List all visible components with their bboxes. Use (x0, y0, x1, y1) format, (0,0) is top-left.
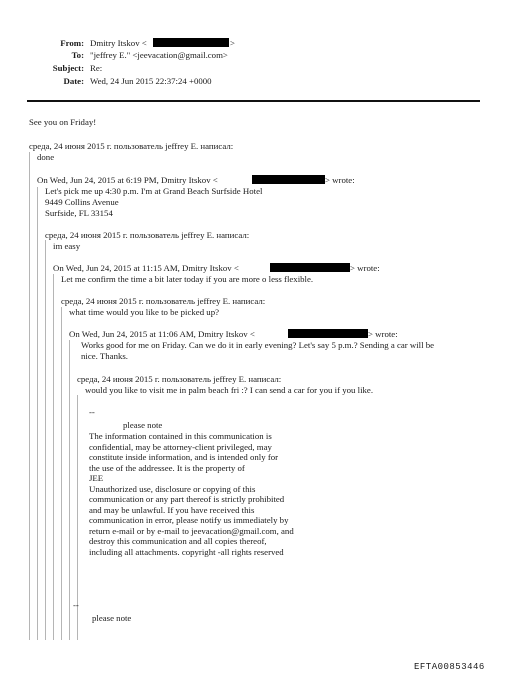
quote-bar (61, 307, 62, 640)
date-label: Date: (63, 76, 84, 86)
disclaimer-line: confidential, may be attorney-client privileged, may (89, 441, 272, 452)
quote-bar (45, 240, 46, 640)
quote-text: would you like to visit me in palm beach fri :? I can send a car for you if you like. (85, 385, 374, 395)
quote-text: Works good for me on Friday. Can we do it in early evening? Let's say 5 p.m.? Sending a car will be (81, 340, 435, 350)
date-value: Wed, 24 Jun 2015 22:37:24 +0000 (90, 76, 212, 86)
redaction-bar (252, 175, 325, 184)
quote-bar (37, 187, 38, 640)
quote-text: Surfside, FL 33154 (45, 208, 113, 218)
disclaimer-line: communication or any part thereof is strictly prohibited (89, 494, 285, 504)
from-label: From: (60, 38, 84, 48)
to-label: To: (71, 50, 84, 60)
disclaimer-line: Unauthorized use, disclosure or copying of this (89, 483, 256, 494)
quote-attribution-end: > wrote: (325, 175, 355, 185)
quote-attribution: On Wed, Jun 24, 2015 at 11:15 AM, Dmitry Itskov < (53, 263, 239, 273)
document-id: EFTA00853446 (414, 662, 485, 672)
disclaimer-line: return e-mail or by e-mail to jeevacation@gmail.com, and (89, 525, 294, 536)
from-value: Dmitry Itskov < (90, 38, 147, 48)
disclaimer-line: the use of the addressee. It is the property of (89, 462, 245, 473)
subject-label: Subject: (52, 63, 84, 73)
quote-attribution-end: > wrote: (368, 329, 398, 339)
from-value-close: > (230, 38, 235, 48)
quote-attribution: On Wed, Jun 24, 2015 at 6:19 PM, Dmitry Itskov < (37, 175, 218, 185)
disclaimer-line: including all attachments. copyright -all rights reserved (89, 546, 284, 557)
redaction-bar (153, 38, 229, 47)
quote-text: what time would you like to be picked up? (69, 307, 220, 317)
redaction-bar (288, 329, 368, 338)
subject-value: Re: (90, 63, 103, 73)
disclaimer-line: JEE (89, 473, 104, 483)
disclaimer-line: and may be unlawful. If you have received this (89, 504, 255, 515)
quote-bar (69, 340, 70, 640)
quote-text: Let me confirm the time a bit later today if you are more o less flexible. (61, 274, 314, 284)
quote-bar (29, 152, 30, 640)
signature-dashes: -- (89, 407, 95, 417)
redaction-bar (270, 263, 350, 272)
quote-attribution: среда, 24 июня 2015 г. пользователь jeffrey E. написал: (29, 141, 234, 151)
quote-text: nice. Thanks. (81, 351, 128, 361)
disclaimer-line: destroy this communication and all copies thereof, (89, 536, 267, 546)
disclaimer-line: communication in error, please notify us immediately by (89, 515, 289, 525)
header-divider (27, 100, 480, 102)
disclaimer-line: constitute inside information, and is intended only for (89, 452, 279, 462)
quote-text: Let's pick me up 4:30 p.m. I'm at Grand Beach Surfside Hotel (45, 186, 263, 196)
bottom-signature-please-note: please note (92, 613, 132, 623)
bottom-signature-dashes: -- (73, 600, 79, 610)
quote-attribution-end: > wrote: (350, 263, 380, 273)
quote-text: im easy (53, 241, 81, 251)
quote-text: done (37, 152, 55, 162)
quote-text: 9449 Collins Avenue (45, 197, 119, 207)
quote-attribution: среда, 24 июня 2015 г. пользователь jeffrey E. написал: (45, 230, 250, 240)
quote-attribution: среда, 24 июня 2015 г. пользователь jeffrey E. написал: (61, 296, 266, 306)
signature-please-note: please note (123, 420, 163, 430)
quote-attribution: среда, 24 июня 2015 г. пользователь jeffrey E. написал: (77, 374, 282, 384)
to-value: "jeffrey E." <jeevacation@gmail.com> (90, 50, 228, 60)
quote-attribution: On Wed, Jun 24, 2015 at 11:06 AM, Dmitry Itskov < (69, 329, 255, 339)
quote-bar (53, 274, 54, 640)
reply-text: See you on Friday! (29, 117, 97, 127)
disclaimer-line: The information contained in this communication is (89, 431, 272, 441)
